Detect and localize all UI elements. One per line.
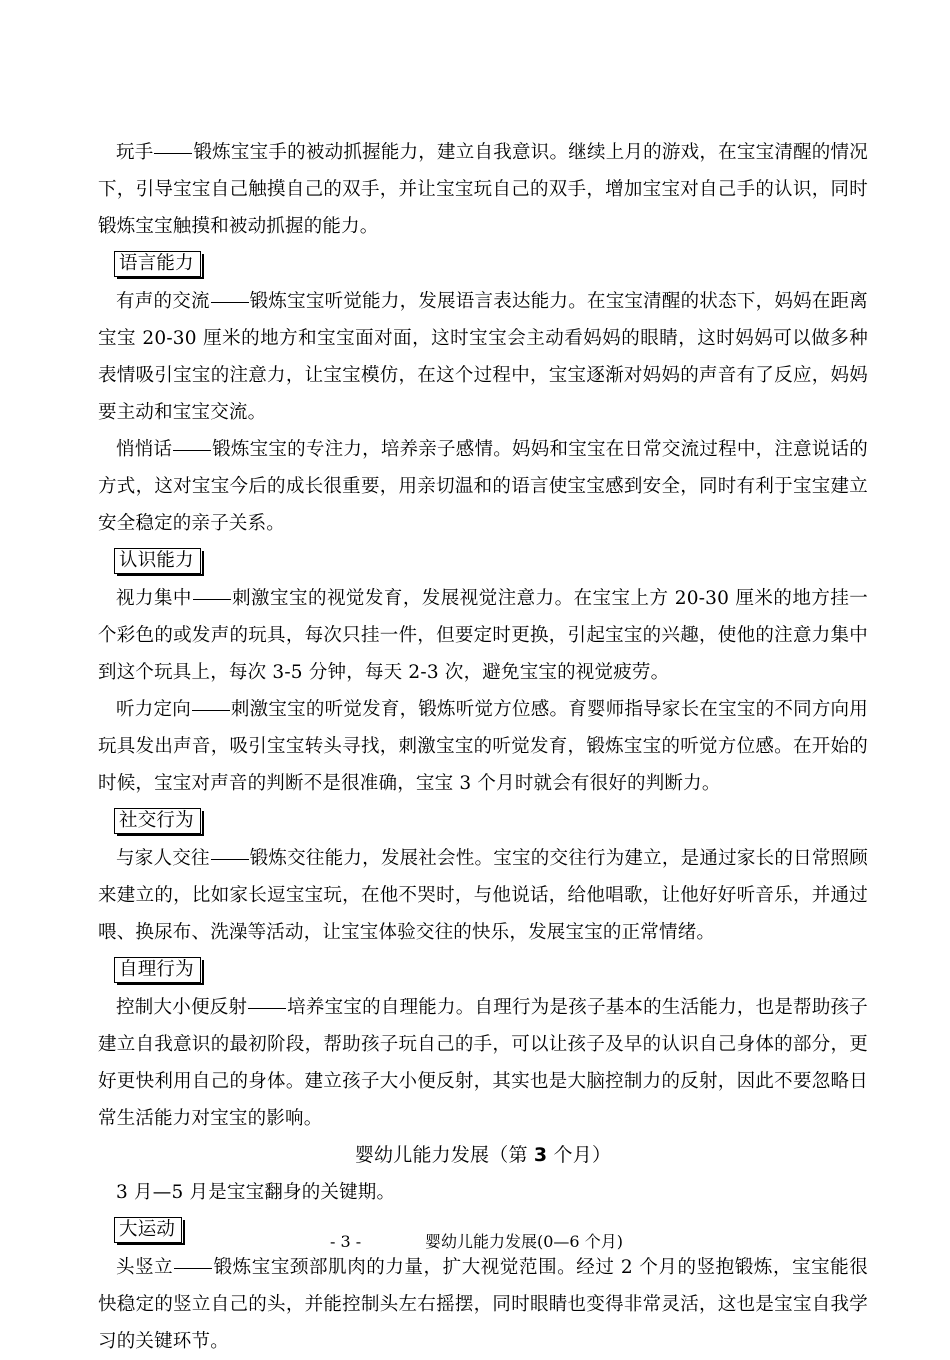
para-head-upright xyxy=(98,1249,868,1360)
em-dash-separator xyxy=(193,599,231,600)
paragraph-lead: 控制大小便反射 xyxy=(116,997,248,1018)
section-title xyxy=(98,1137,868,1174)
para-wan-shou xyxy=(98,134,868,245)
paragraph-lead: 听力定向 xyxy=(116,699,191,720)
heading-language-row xyxy=(98,245,868,283)
note-rollover: 3 月—5 月是宝宝翻身的关键期。 xyxy=(116,1182,396,1203)
em-dash-separator xyxy=(173,450,211,451)
em-dash-separator xyxy=(192,710,230,711)
em-dash-separator xyxy=(154,153,192,154)
em-dash-separator xyxy=(248,1008,286,1009)
document-body xyxy=(98,134,868,1360)
paragraph-lead: 玩手 xyxy=(116,142,154,163)
para-vision-focus xyxy=(98,580,868,691)
paragraph-text: 锻炼宝宝颈部肌肉的力量，扩大视觉范围。经过 2 个月的竖抱锻炼，宝宝能很快稳定的竖立自己的头，并能控制头左右摇摆，同时眼睛也变得非常灵活，这也是宝宝自我学习的关键环节。 xyxy=(98,1257,868,1352)
paragraph-text: 锻炼宝宝听觉能力，发展语言表达能力。在宝宝清醒的状态下，妈妈在距离宝宝 20-30 厘米的地方和宝宝面对面，这时宝宝会主动看妈妈的眼睛，这时妈妈可以做多种表情吸引宝宝的注意力，让宝宝模仿，在这个过程中，宝宝逐渐对妈妈的声音有了反应，妈妈要主动和宝宝交流。 xyxy=(98,291,868,423)
paragraph-lead: 悄悄话 xyxy=(116,439,173,460)
paragraph-lead: 头竖立 xyxy=(116,1257,174,1278)
paragraph-lead: 与家人交往 xyxy=(116,848,210,869)
heading-cognition-row xyxy=(98,542,868,580)
em-dash-separator xyxy=(174,1268,212,1269)
page-number: - 3 - xyxy=(330,1232,362,1251)
heading-self-care: 自理行为 xyxy=(114,957,201,983)
paragraph-text: 刺激宝宝的视觉发育，发展视觉注意力。在宝宝上方 20-30 厘米的地方挂一个彩色的或发声的玩具，每次只挂一件，但要定时更换，引起宝宝的兴趣，使他的注意力集中到这个玩具上，每次 3-5 分钟，每天 2-3 次，避免宝宝的视觉疲劳。 xyxy=(98,588,868,683)
heading-social: 社交行为 xyxy=(114,808,201,834)
paragraph-lead: 视力集中 xyxy=(116,588,192,609)
title-month-number: 3 xyxy=(533,1144,548,1166)
heading-self-care-row xyxy=(98,951,868,989)
paragraph-text: 培养宝宝的自理能力。自理行为是孩子基本的生活能力，也是帮助孩子建立自我意识的最初阶段，帮助孩子玩自己的手，可以让孩子及早的认识自己身体的部分，更好更快利用自己的身体。建立孩子大小便反射，其实也是大脑控制力的反射，因此不要忽略日常生活能力对宝宝的影响。 xyxy=(98,997,868,1129)
em-dash-separator xyxy=(211,302,249,303)
paragraph-text: 刺激宝宝的听觉发育，锻炼听觉方位感。育婴师指导家长在宝宝的不同方向用玩具发出声音，吸引宝宝转头寻找，刺激宝宝的听觉发育，锻炼宝宝的听觉方位感。在开始的时候，宝宝对声音的判断不是很准确，宝宝 3 个月时就会有很好的判断力。 xyxy=(98,699,868,794)
paragraph-text: 锻炼宝宝的专注力，培养亲子感情。妈妈和宝宝在日常交流过程中，注意说话的方式，这对宝宝今后的成长很重要，用亲切温和的语言使宝宝感到安全，同时有利于宝宝建立安全稳定的亲子关系。 xyxy=(98,439,868,534)
para-family-interaction xyxy=(98,840,868,951)
heading-gross-motor: 大运动 xyxy=(114,1217,182,1243)
paragraph-lead: 有声的交流 xyxy=(116,291,210,312)
title-prefix: 婴幼儿能力发展（第 xyxy=(354,1144,534,1166)
heading-social-row xyxy=(98,802,868,840)
footer-title: 婴幼儿能力发展(0—6 个月) xyxy=(425,1232,623,1251)
em-dash-separator xyxy=(211,859,249,860)
paragraph-text: 锻炼宝宝手的被动抓握能力，建立自我意识。继续上月的游戏，在宝宝清醒的情况下，引导宝宝自己触摸自己的双手，并让宝宝玩自己的双手，增加宝宝对自己手的认识，同时锻炼宝宝触摸和被动抓握的能力。 xyxy=(98,142,868,237)
title-suffix: 个月） xyxy=(547,1144,612,1166)
paragraph-text: 锻炼交往能力，发展社会性。宝宝的交往行为建立，是通过家长的日常照顾来建立的，比如家长逗宝宝玩，在他不哭时，与他说话，给他唱歌，让他好好听音乐，并通过喂、换尿布、洗澡等活动，让宝宝体验交往的快乐，发展宝宝的正常情绪。 xyxy=(98,848,868,943)
heading-language: 语言能力 xyxy=(114,251,201,277)
para-whisper xyxy=(98,431,868,542)
para-hearing-direction xyxy=(98,691,868,802)
para-voice-exchange xyxy=(98,283,868,431)
para-toilet-reflex xyxy=(98,989,868,1137)
heading-cognition: 认识能力 xyxy=(114,548,201,574)
